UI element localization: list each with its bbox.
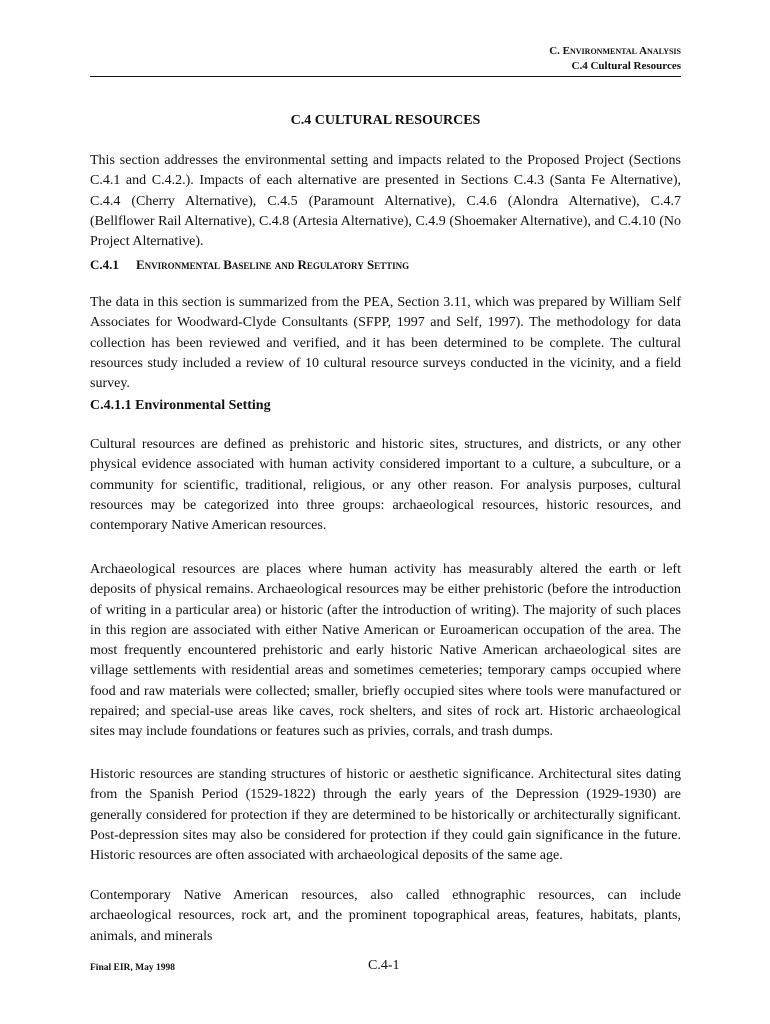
intro-paragraph: This section addresses the environmental setting and impacts related to the Proposed Project (Sections C.4.1 and C.4.2.). Impacts of each alternative are presented in Sections C.4.3 (Santa Fe Alternative), C.4.4 (Cherry Alternative), C.4.5 (Paramount Alternative), C.4.6 (Alondra Alternative), C.4.7 (Bellflower Rail Alternative), C.4.8 (Artesia Alternative), C.4.9 (Shoemaker Alternative), and C.4.10 (No Project Alternative). <box>90 153 681 250</box>
body-paragraph-4: Contemporary Native American resources, also called ethnographic resources, can include archaeological resources, rock art, and the prominent topographical areas, features, habitats, plants, animals, and minerals <box>90 888 681 944</box>
body-paragraph-1: Cultural resources are defined as prehistoric and historic sites, structures, and districts, or any other physical evidence associated with human activity considered important to a culture, a subculture, or a community for scientific, traditional, religious, or any other reason. For analysis purposes, cultural resources may be categorized into three groups: archaeological resources, historic resources, and contemporary Native American resources. <box>90 437 681 534</box>
body-paragraph-2: Archaeological resources are places where human activity has measurably altered the earth or left deposits of physical remains. Archaeological resources may be either prehistoric (before the introduction of writing in a particular area) or historic (after the introduction of writing). The majority of such places in this region are associated with either Native American or Euroamerican occupation of the area. The most frequently encountered prehistoric and early historic Native American archaeological sites are village settlements with residential areas and sometimes cemeteries; temporary camps occupied where food and raw materials were collected; smaller, briefly occupied sites where tools were manufactured or repaired; and special-use areas like caves, rock shelters, and sites of rock art. Historic archaeological sites may include foundations or features such as privies, corrals, and trash dumps. <box>90 562 681 740</box>
footer-document-label: Final EIR, May 1998 <box>90 963 175 973</box>
section-c41-body: The data in this section is summarized from the PEA, Section 3.11, which was prepared by William Self Associates for Woodward-Clyde Consultants (SFPP, 1997 and Self, 1997). The methodology for data collection has been reviewed and verified, and it has been determined to be complete. The cultural resources study included a review of 10 cultural resource surveys conducted in the vicinity, and a field survey. <box>90 295 681 392</box>
page-number: C.4-1 <box>368 958 400 973</box>
header-chapter: C. Environmental Analysis <box>549 45 681 57</box>
header-rule <box>90 76 681 77</box>
body-paragraph-3: Historic resources are standing structures of historic or aesthetic significance. Architectural sites dating from the Spanish Period (1529-1822) through the early years of the Depression (1929-1930) are generally considered for protection if they are determined to be historically or architecturally significant. Post-depression sites may also be considered for protection if they could gain significance in the future. Historic resources are often associated with archaeological deposits of the same age. <box>90 767 681 864</box>
section-heading-c41 <box>90 257 409 273</box>
section-number: C.4.1 <box>90 257 119 272</box>
section-title: Environmental Baseline and Regulatory Setting <box>136 257 410 272</box>
page-title: C.4 CULTURAL RESOURCES <box>290 113 481 128</box>
subsection-heading-c411: C.4.1.1 Environmental Setting <box>90 398 271 413</box>
header-section: C.4 Cultural Resources <box>571 60 681 72</box>
running-header <box>90 44 681 74</box>
